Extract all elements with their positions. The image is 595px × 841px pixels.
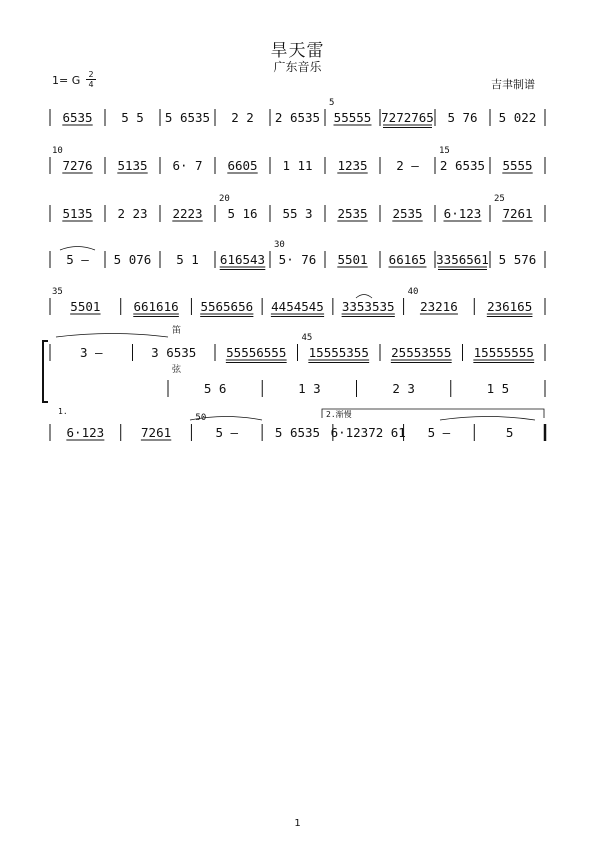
measure-notes: 5 <box>505 425 514 440</box>
measure-notes: 5 6535 <box>274 425 321 440</box>
measure-notes: 1 5 <box>486 381 510 396</box>
measure-notes: 5 6 <box>203 381 227 396</box>
measure-notes: 55 3 <box>282 206 313 221</box>
measure-notes: 23216 <box>420 299 458 314</box>
meter-top: 2 <box>88 70 94 79</box>
measure-notes: 5 576 <box>498 252 537 267</box>
measure-notes: 616543 <box>219 252 266 267</box>
measure-notes: 6·123 <box>66 425 105 440</box>
piece-subtitle: 广东音乐 <box>273 60 322 74</box>
slur-arc <box>440 417 535 421</box>
measure-notes: 66165 <box>388 252 427 267</box>
measure-number: 20 <box>219 194 230 204</box>
measure-notes: 5 1 <box>176 252 199 267</box>
measure-notes: 3 — <box>79 345 103 360</box>
measure-number: 45 <box>301 333 313 343</box>
measure-notes: 5555 <box>502 158 533 173</box>
slur-arc <box>56 334 168 338</box>
measure-number: 40 <box>407 287 419 297</box>
measure-notes: 1 3 <box>298 381 321 396</box>
measure-notes: 2535 <box>392 206 423 221</box>
measure-notes: 5 022 <box>498 110 537 125</box>
measure-notes: 7261 <box>141 425 172 440</box>
measure-notes: 7261 <box>502 206 533 221</box>
measure-notes: 2535 <box>337 206 368 221</box>
measure-notes: 5565656 <box>200 299 254 314</box>
measure-number: 15 <box>439 146 450 156</box>
measure-notes: 7272765 <box>381 110 434 125</box>
measure-notes: 3 6535 <box>151 345 197 360</box>
measure-notes: 6535 <box>62 110 93 125</box>
measure-notes: 5 076 <box>113 252 152 267</box>
measure-notes: 2 6535 <box>439 158 486 173</box>
measure-notes: 1235 <box>337 158 368 173</box>
measure-notes: 25553555 <box>391 345 452 360</box>
measure-notes: 5 — <box>66 252 89 267</box>
measure-notes: 5 16 <box>227 206 258 221</box>
measure-notes: 3353535 <box>341 299 395 314</box>
flute-label: 笛 <box>172 326 182 336</box>
transcriber-credit: 吉聿制谱 <box>491 78 535 91</box>
measure-notes: 236165 <box>487 299 533 314</box>
measure-notes: 5135 <box>62 206 93 221</box>
measure-notes: 661616 <box>133 299 179 314</box>
measure-notes: 5 76 <box>447 110 478 125</box>
row-measure-number: 10 <box>52 146 63 156</box>
page-number: 1 <box>294 818 301 829</box>
measure-notes: 7276 <box>62 158 93 173</box>
measure-notes: 15555555 <box>473 345 534 360</box>
measure-notes: 5 — <box>215 425 239 440</box>
measure-notes: 6605 <box>227 158 258 173</box>
measure-number: 5 <box>329 98 335 108</box>
measure-notes: 3356561 <box>436 252 489 267</box>
measure-number: 50 <box>195 413 207 423</box>
slur-arc <box>356 295 372 299</box>
measure-notes: 5 — <box>427 425 451 440</box>
measure-notes: 2 23 <box>117 206 148 221</box>
measure-notes: 15555355 <box>308 345 369 360</box>
measure-notes: 1 11 <box>282 158 313 173</box>
system-bracket <box>43 341 48 402</box>
measure-notes: 5135 <box>117 158 148 173</box>
measure-notes: 6·12372 61 <box>330 425 406 440</box>
measure-notes: 5501 <box>70 299 101 314</box>
measure-notes: 5· 76 <box>278 252 317 267</box>
key-signature: 1= G <box>52 74 81 87</box>
measure-notes: 5 6535 <box>164 110 211 125</box>
measure-notes: 5501 <box>337 252 368 267</box>
meter-bottom: 4 <box>86 79 96 89</box>
measure-notes: 55555 <box>333 110 372 125</box>
slur-arc <box>60 247 95 251</box>
measure-number: 30 <box>274 240 285 250</box>
ending-1-label: 1. <box>58 407 68 416</box>
measure-number: 25 <box>494 194 505 204</box>
measure-notes: 4454545 <box>271 299 324 314</box>
measure-notes: 2 3 <box>392 381 415 396</box>
measure-notes: 2 2 <box>231 110 254 125</box>
measure-notes: 55556555 <box>226 345 287 360</box>
measure-notes: 6· 7 <box>172 158 203 173</box>
measure-notes: 2 6535 <box>274 110 321 125</box>
measure-notes: 2 — <box>396 158 419 173</box>
strings-label: 弦 <box>172 365 182 375</box>
ending-2-bracket <box>322 409 544 418</box>
measure-notes: 5 5 <box>121 110 144 125</box>
piece-title: 旱天雷 <box>270 41 325 61</box>
ending-2-label: 2.渐慢 <box>326 410 352 419</box>
row-measure-number: 35 <box>52 287 63 297</box>
measure-notes: 2223 <box>172 206 203 221</box>
measure-notes: 6·123 <box>443 206 482 221</box>
